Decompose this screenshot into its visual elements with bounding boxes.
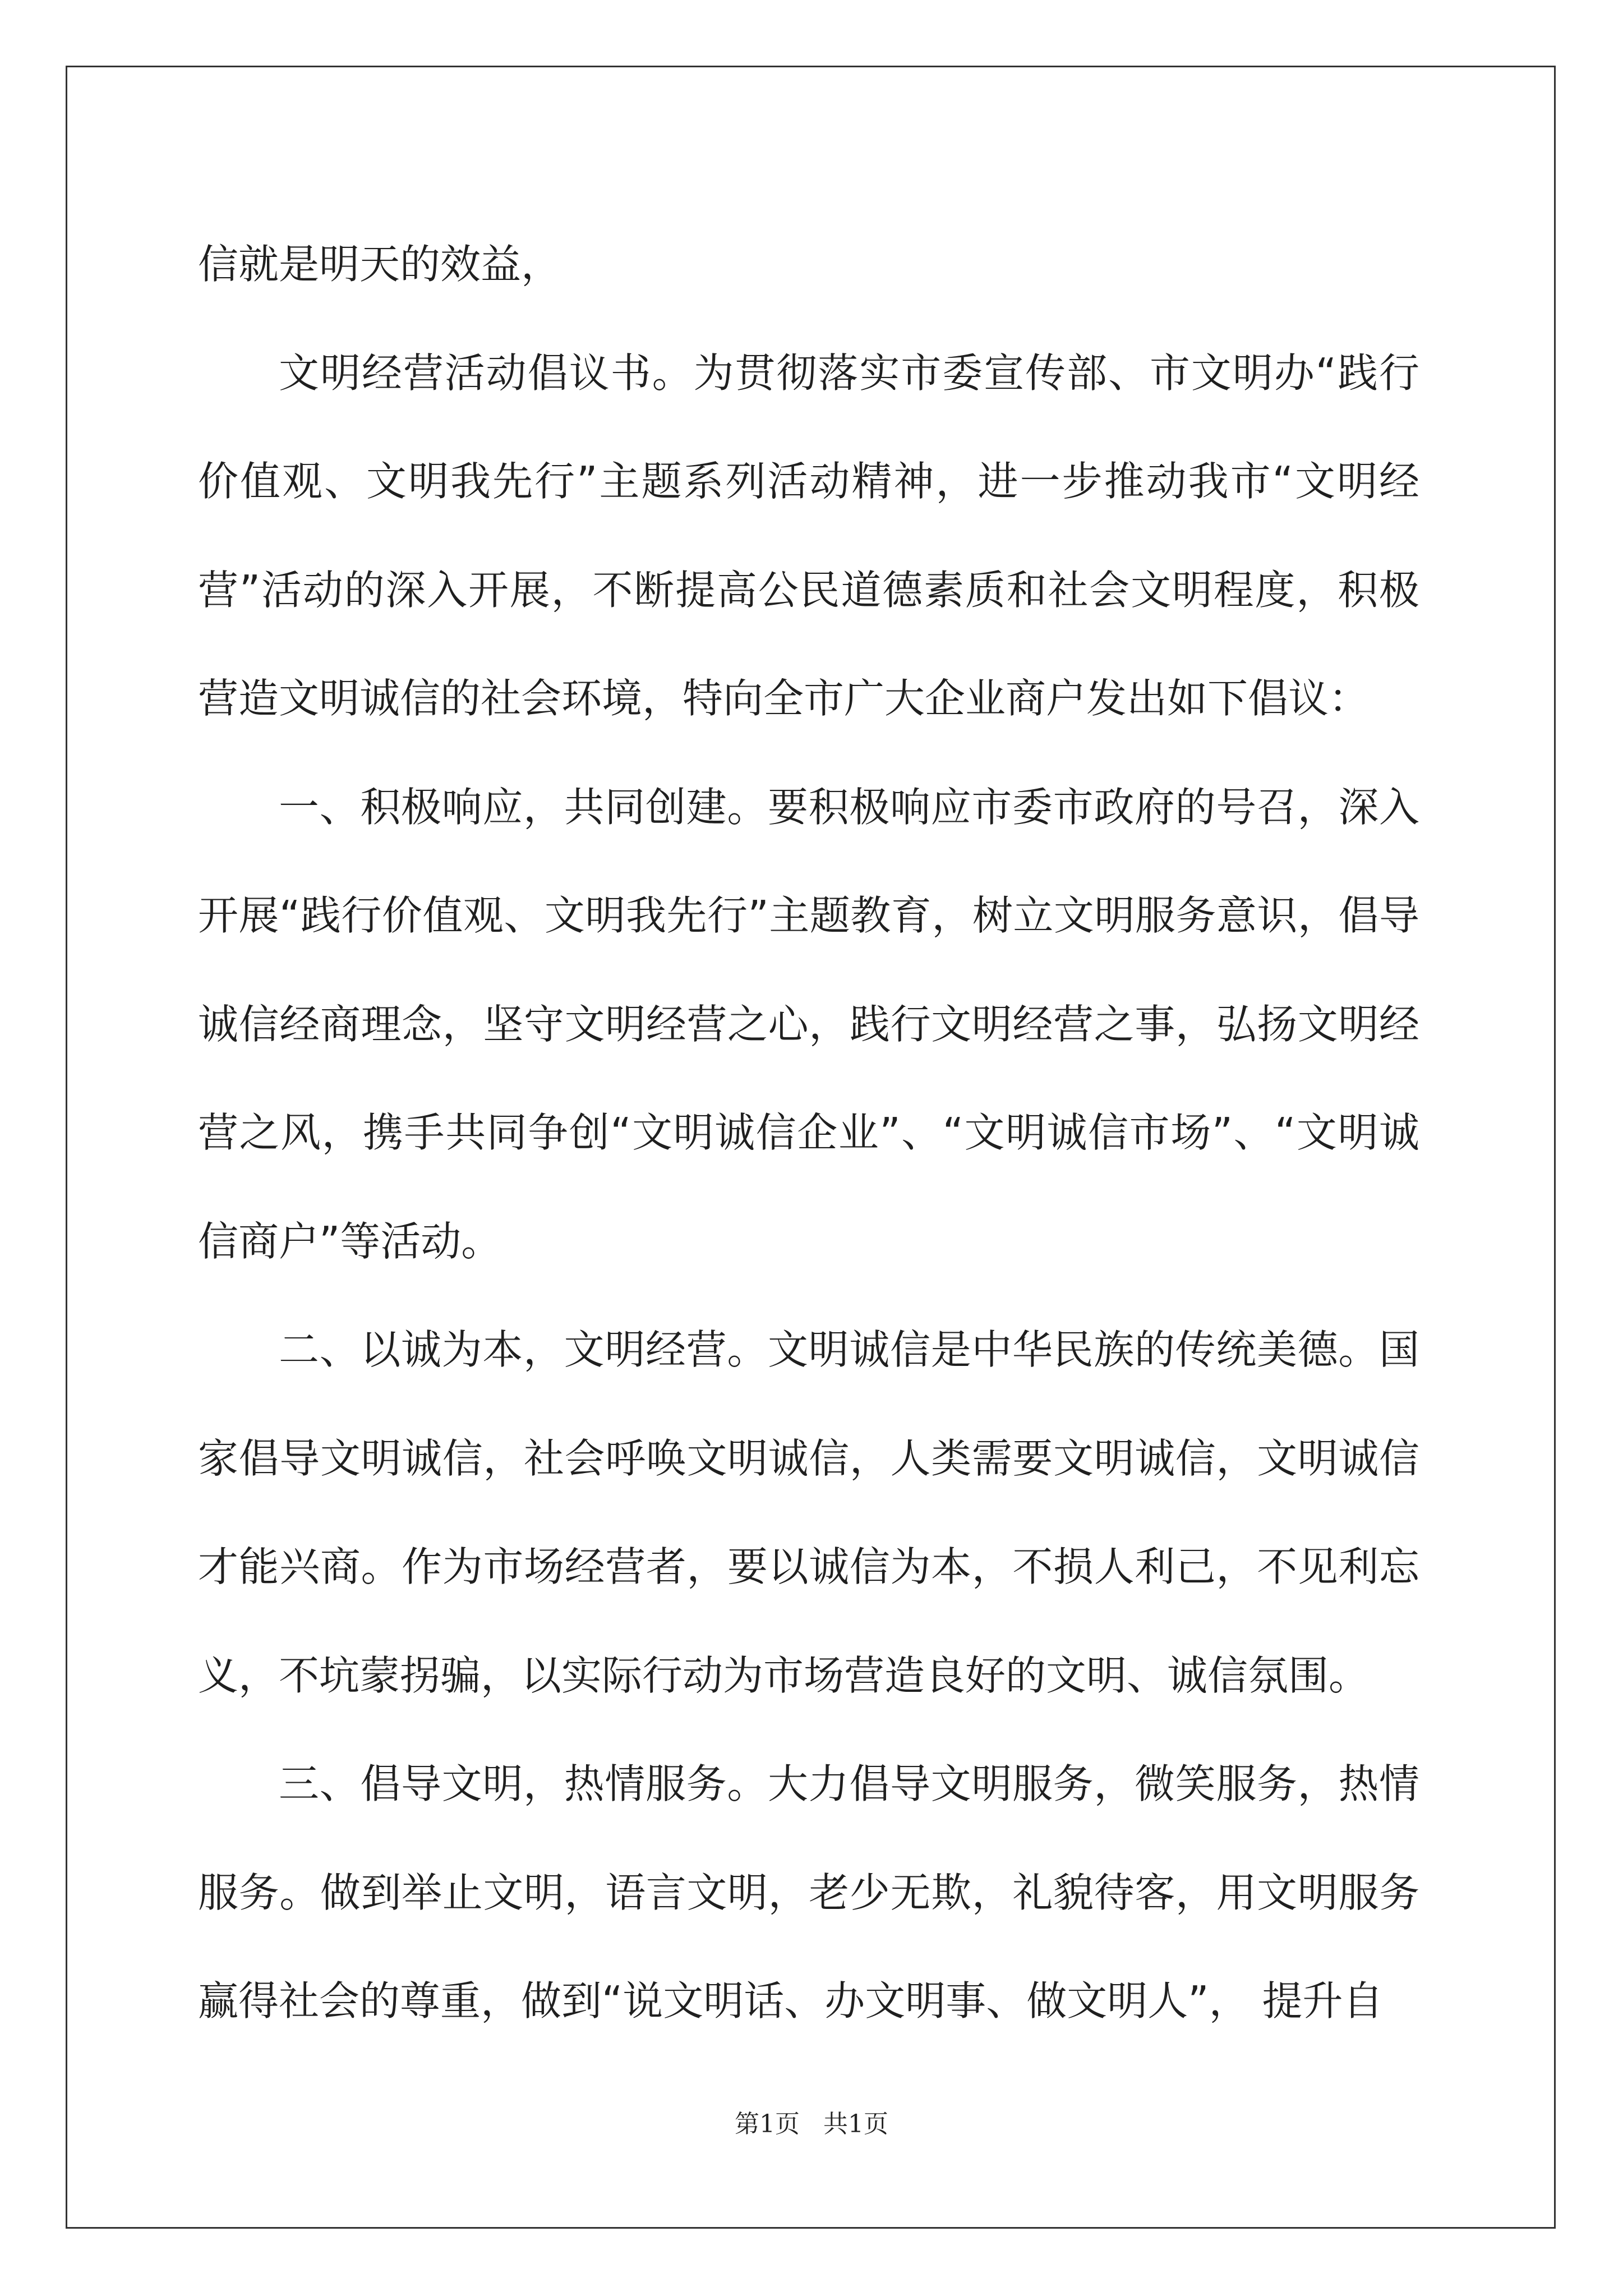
paragraph-point-three: 三、倡导文明，热情服务。大力倡导文明服务，微笑服务，热情服务。做到举止文明，语言文明，老少无欺，礼貌待客，用文明服务赢得社会的尊重，做到“说文明话、办文明事、做文明人”， 提升自 (198, 1760, 1419, 2024)
paragraph-point-one: 一、积极响应，共同创建。要积极响应市委市政府的号召，深入开展“践行价值观、文明我先行”主题教育，树立文明服务意识，倡导诚信经商理念，坚守文明经营之心，践行文明经营之事，弘扬文明经营之风，携手共同争创“文明诚信企业”、“文明诚信市场”、“文明诚信商户”等活动。 (198, 783, 1419, 1265)
paragraph-proposal-intro: 文明经营活动倡议书。为贯彻落实市委宣传部、市文明办“践行价值观、文明我先行”主题系列活动精神，进一步推动我市“文明经营”活动的深入开展，不断提高公民道德素质和社会文明程度，积极营造文明诚信的社会环境，特向全市广大企业商户发出如下倡议： (198, 349, 1419, 722)
page-number-footer: 第1页 共1页 (735, 2110, 888, 2138)
document-body (198, 210, 1419, 2056)
paragraph-continuation: 信就是明天的效益， (198, 241, 562, 288)
paragraph-point-two: 二、以诚为本，文明经营。文明诚信是中华民族的传统美德。国家倡导文明诚信，社会呼唤文明诚信，人类需要文明诚信，文明诚信才能兴商。作为市场经营者，要以诚信为本，不损人利己，不见利忘义，不坑蒙拐骗，以实际行动为市场营造良好的文明、诚信氛围。 (198, 1326, 1419, 1699)
